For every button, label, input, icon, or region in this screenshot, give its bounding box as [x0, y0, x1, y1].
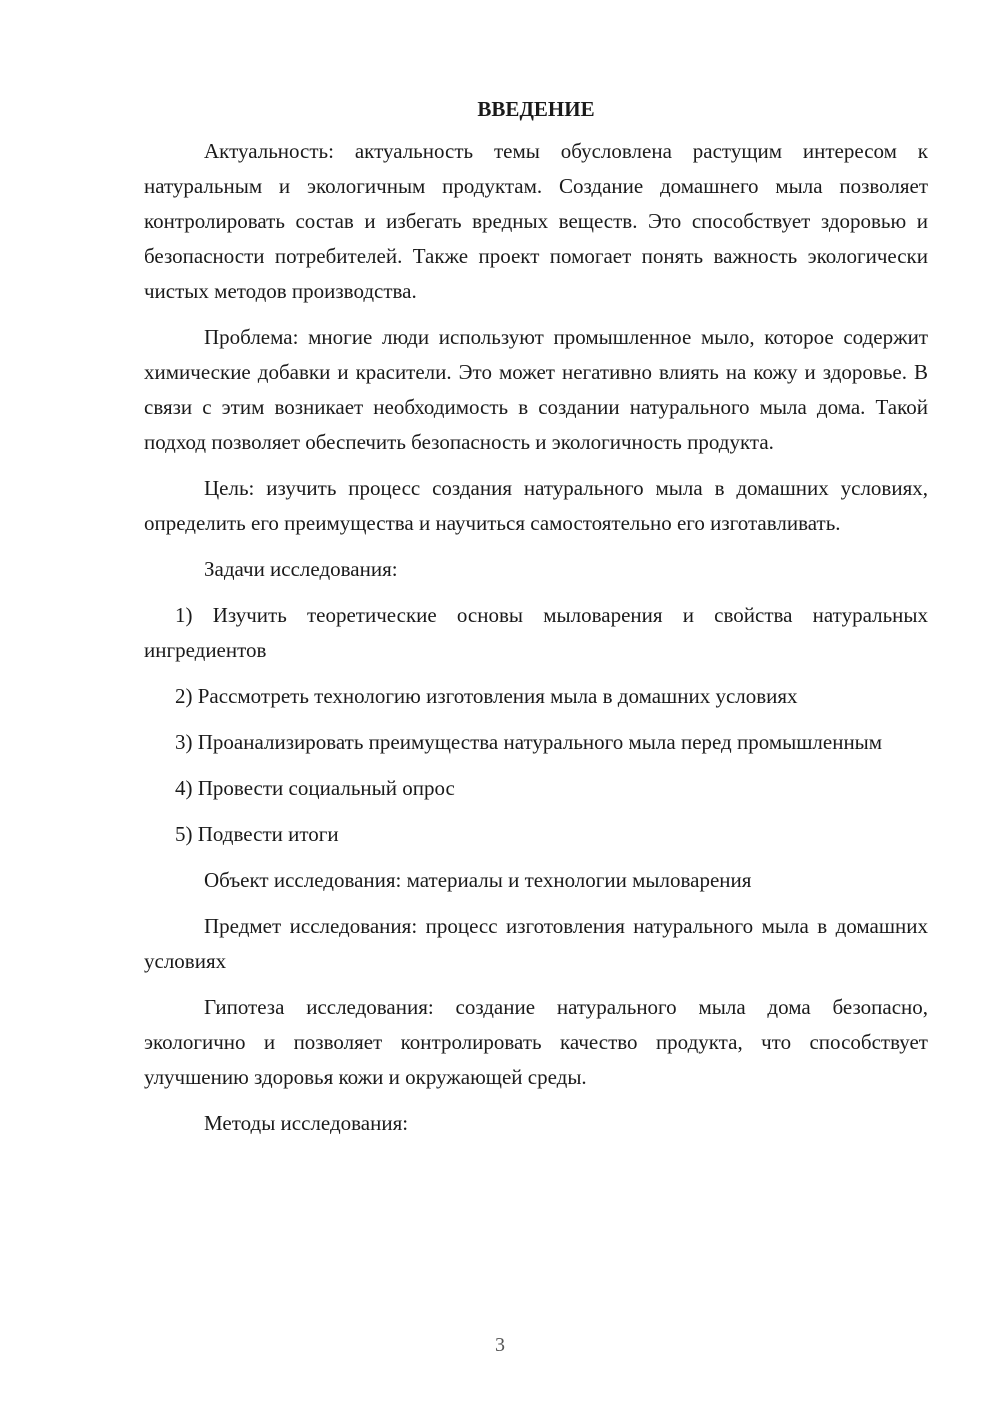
- object-paragraph: Объект исследования: материалы и технологии мыловарения: [204, 868, 752, 892]
- section-title: ВВЕДЕНИЕ: [477, 97, 595, 121]
- document-page: [144, 92, 928, 1152]
- problem-paragraph: Проблема: многие люди используют промышленное мыло, которое содержит химические добавки и красители. Это может негативно влиять на кожу и здоровье. В связи с этим возникает необходимость в создании натурального мыла дома. Такой подход позволяет обеспечить безопасность и экологичность продукта.: [144, 325, 928, 454]
- task-item-5: 5) Подвести итоги: [175, 822, 339, 846]
- task-item-3: 3) Проанализировать преимущества натурального мыла перед промышленным: [175, 730, 883, 754]
- hypothesis-paragraph: Гипотеза исследования: создание натурального мыла дома безопасно, экологично и позволяет контролировать качество продукта, что способствует улучшению здоровья кожи и окружающей среды.: [144, 995, 928, 1089]
- subject-paragraph: Предмет исследования: процесс изготовления натурального мыла в домашних условиях: [144, 914, 928, 973]
- page-number: 3: [495, 1334, 505, 1356]
- methods-heading: Методы исследования:: [204, 1111, 409, 1135]
- goal-paragraph: Цель: изучить процесс создания натурального мыла в домашних условиях, определить его преимущества и научиться самостоятельно его изготавливать.: [144, 476, 928, 535]
- task-item-2: 2) Рассмотреть технологию изготовления мыла в домашних условиях: [175, 684, 798, 708]
- task-item-4: 4) Провести социальный опрос: [175, 776, 455, 800]
- relevance-paragraph: Актуальность: актуальность темы обусловлена растущим интересом к натуральным и экологичным продуктам. Создание домашнего мыла позволяет контролировать состав и избегать вредных веществ. Это способствует здоровью и безопасности потребителей. Также проект помогает понять важность экологически чистых методов производства.: [144, 139, 928, 303]
- task-item-1: 1) Изучить теоретические основы мыловарения и свойства натуральных ингредиентов: [144, 603, 928, 662]
- tasks-heading: Задачи исследования:: [204, 557, 398, 581]
